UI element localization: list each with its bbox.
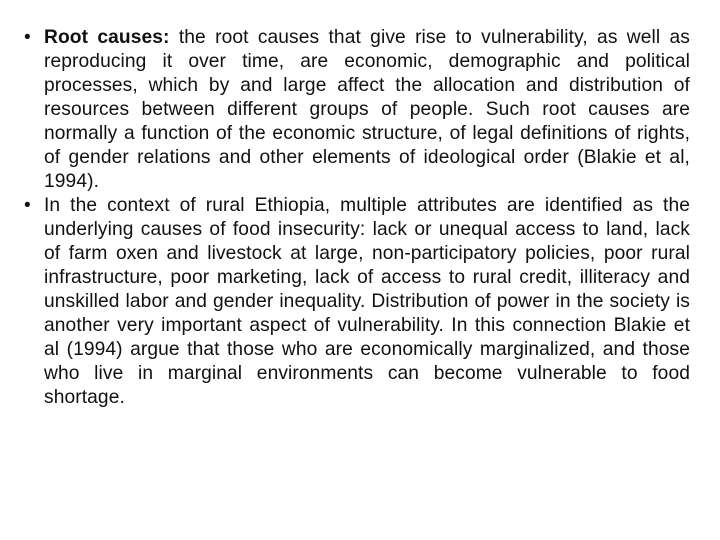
bullet-list: [24, 26, 690, 410]
bullet-text: In the context of rural Ethiopia, multiple attributes are identified as the underlying causes of food insecurity: lack or unequal access to land, lack of farm oxen and livestock at large, non-participatory policies, poor rural infrastructure, poor marketing, lack of access to rural credit, illiteracy and unskilled labor and gender inequality. Distribution of power in the society is another very important aspect of vulnerability. In this connection Blakie et al (1994) argue that those who are economically marginalized, and those who live in marginal environments can become vulnerable to food shortage.: [44, 195, 690, 408]
bullet-rural-ethiopia: [24, 194, 690, 410]
bullet-icon: [24, 26, 38, 50]
bullet-icon: [24, 194, 38, 218]
bullet-text: the root causes that give rise to vulnerability, as well as reproducing it over time, are economic, demographic and political processes, which by and large affect the allocation and distribution of resources between different groups of people. Such root causes are normally a function of the economic structure, of legal definitions of rights, of gender relations and other elements of ideological order (Blakie et al, 1994).: [44, 27, 690, 192]
bullet-root-causes: [24, 26, 690, 194]
bullet-term: Root causes:: [44, 27, 170, 48]
